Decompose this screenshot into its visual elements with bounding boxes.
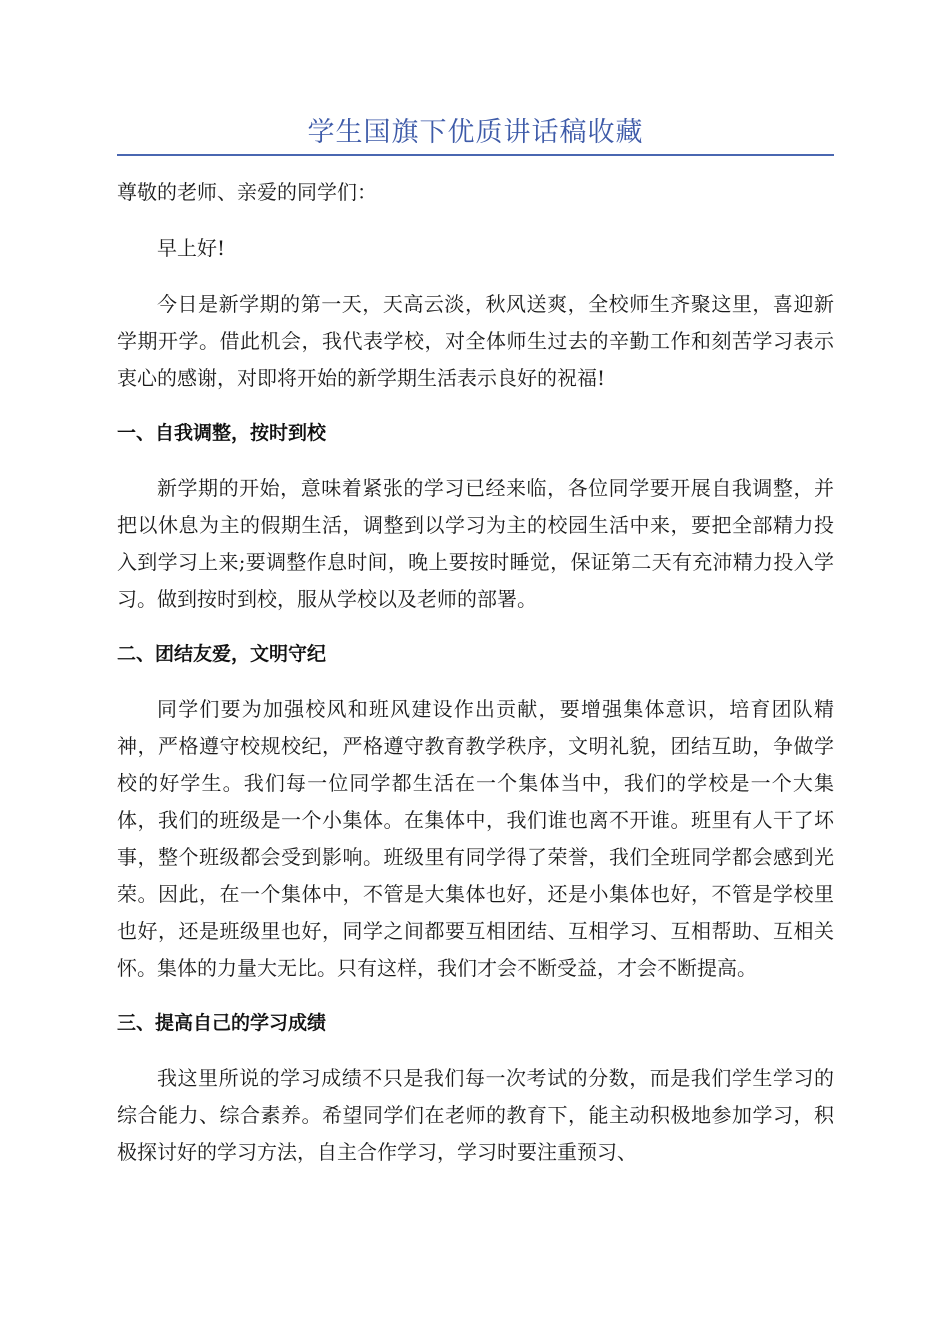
section-heading-2: 二、团结友爱，文明守纪 (117, 643, 327, 665)
section-heading-3: 三、提高自己的学习成绩 (117, 1012, 327, 1034)
section-paragraph-2: 同学们要为加强校风和班风建设作出贡献，要增强集体意识，培育团队精神，严格遵守校规校纪，严格遵守教育教学秩序，文明礼貌，团结互助，争做学校的好学生。我们每一位同学都生活在一个集体当中，我们的学校是一个大集体，我们的班级是一个小集体。在集体中，我们谁也离不开谁。班里有人干了坏事，整个班级都会受到影响。班级里有同学得了荣誉，我们全班同学都会感到光荣。因此，在一个集体中，不管是大集体也好，还是小集体也好，不管是学校里也好，还是班级里也好，同学之间都要互相团结、互相学习、互相帮助、互相关怀。集体的力量大无比。只有这样，我们才会不断受益，才会不断提高。 (117, 697, 834, 980)
salutation: 尊敬的老师、亲爱的同学们： (117, 180, 377, 204)
section-paragraph-1: 新学期的开始，意味着紧张的学习已经来临，各位同学要开展自我调整，并把以休息为主的假期生活，调整到以学习为主的校园生活中来，要把全部精力投入到学习上来;要调整作息时间，晚上要按时睡觉，保证第二天有充沛精力投入学习。做到按时到校，服从学校以及老师的部署。 (117, 476, 834, 611)
intro-paragraph: 今日是新学期的第一天，天高云淡，秋风送爽，全校师生齐聚这里，喜迎新学期开学。借此机会，我代表学校，对全体师生过去的辛勤工作和刻苦学习表示衷心的感谢，对即将开始的新学期生活表示良好的祝福! (117, 292, 834, 390)
greeting: 早上好! (157, 236, 226, 260)
title-underline (117, 154, 834, 156)
document-title: 学生国旗下优质讲话稿收藏 (307, 117, 644, 148)
section-heading-1: 一、自我调整，按时到校 (117, 422, 327, 444)
section-paragraph-3: 我这里所说的学习成绩不只是我们每一次考试的分数，而是我们学生学习的综合能力、综合素养。希望同学们在老师的教育下，能主动积极地参加学习，积极探讨好的学习方法，自主合作学习，学习时要注重预习、 (117, 1066, 834, 1164)
document-body (117, 174, 834, 1189)
